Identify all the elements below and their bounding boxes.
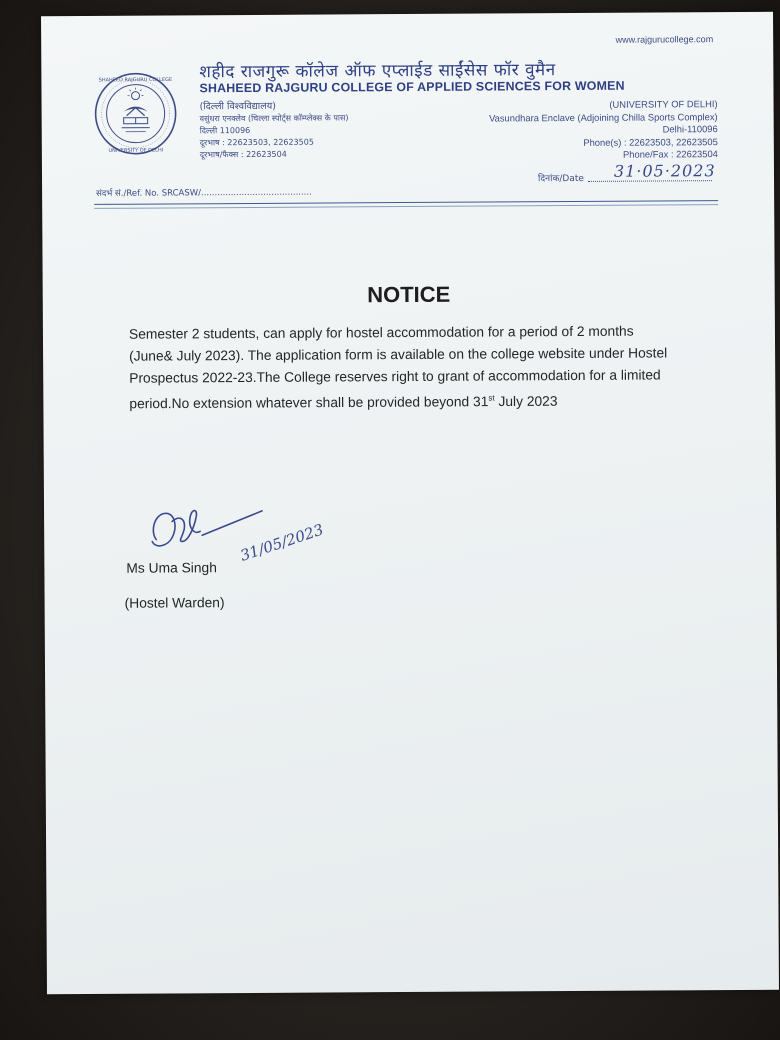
notice-title: NOTICE <box>367 281 451 308</box>
notice-document <box>41 12 779 994</box>
handwritten-date: 31·05·2023 <box>613 161 716 181</box>
hindi-address: वसुंधरा एनक्लेव (चिल्ला स्पोर्ट्स कॉम्प्लेक्स के पास) <box>199 113 349 124</box>
handwritten-signature <box>142 490 332 571</box>
hindi-address-block <box>200 100 349 161</box>
signer-role: (Hostel Warden) <box>124 595 225 611</box>
svg-text:SHAHEED RAJGURU COLLEGE: SHAHEED RAJGURU COLLEGE <box>98 76 173 84</box>
svg-text:UNIVERSITY OF DELHI: UNIVERSITY OF DELHI <box>108 147 164 154</box>
english-address-block <box>489 98 718 162</box>
college-website: www.rajgurucollege.com <box>615 34 714 45</box>
university-of-delhi-seal-icon <box>93 71 178 156</box>
university-name: (UNIVERSITY OF DELHI) <box>609 98 718 110</box>
hindi-fax: दूरभाष/फैक्स : 22623504 <box>199 149 287 160</box>
college-name-hindi: शहीद राजगुरू कॉलेज ऑफ एप्लाईड साईंसेस फॉर वुमैन <box>199 60 556 83</box>
header-divider-thin <box>94 204 718 209</box>
notice-paragraph <box>129 320 670 415</box>
date-underline <box>588 180 712 182</box>
signer-name: Ms Uma Singh <box>126 560 217 576</box>
reference-number: संदर्भ सं./Ref. No. SRCASW/......................................... <box>96 187 312 199</box>
hindi-city: दिल्ली 110096 <box>199 125 251 136</box>
signature-date: 31/05/2023 <box>237 520 326 565</box>
notice-text-end: July 2023 <box>494 393 558 410</box>
ordinal-suffix: st <box>488 393 495 403</box>
notice-text: Semester 2 students, can apply for hostel accommodation for a period of 2 months (June& July 2023). The application form is available on the college website under Hostel Prospectus 2022-23.The College reserves right to grant of accommodation for a limited period.No extension whatever shall be provided beyond 31 <box>128 323 668 412</box>
college-fax: Phone/Fax : 22623504 <box>622 148 718 160</box>
college-city: Delhi-110096 <box>662 123 718 135</box>
college-phones: Phone(s) : 22623503, 22623505 <box>583 135 718 148</box>
hindi-university: (दिल्ली विश्वविद्यालय) <box>199 100 276 113</box>
college-address: Vasundhara Enclave (Adjoining Chilla Sports Complex) <box>489 110 718 124</box>
date-label: दिनांक/Date <box>537 173 584 185</box>
notice-body <box>129 320 670 415</box>
college-name-english: SHAHEED RAJGURU COLLEGE OF APPLIED SCIENCES FOR WOMEN <box>199 78 625 96</box>
hindi-phone: दूरभाष : 22623503, 22623505 <box>199 137 314 148</box>
